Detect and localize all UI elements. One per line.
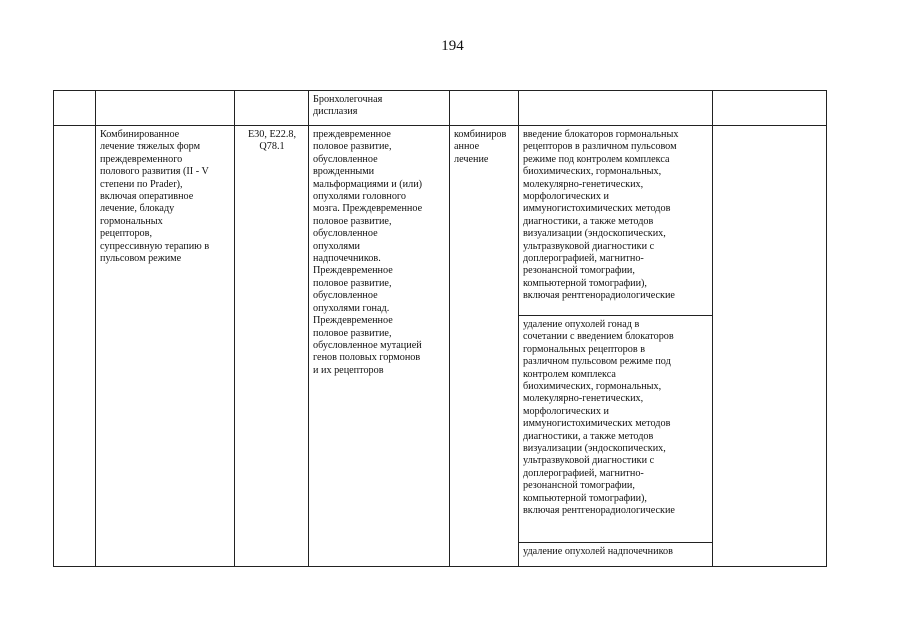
cell-method: [96, 91, 235, 126]
cell-index: [54, 126, 96, 567]
cell-treatment-type: комбиниров анное лечение: [450, 126, 519, 567]
page-number: 194: [441, 38, 464, 54]
cell-index: [54, 91, 96, 126]
cell-treatment-type: [450, 91, 519, 126]
cell-cost: [713, 91, 827, 126]
table-row-continuation: [54, 91, 827, 126]
cell-diagnosis: Бронхолегочная дисплазия: [309, 91, 450, 126]
cell-codes: [235, 91, 309, 126]
cell-treatment: [519, 91, 713, 126]
cell-treatment: введение блокаторов гормональных рецепторов в различном пульсовом режиме под контролем комплекса биохимических, гормональных, молекулярно-генетических, морфологических и иммуногистохимических методов диагностики, а также методов визуализации (эндоскопических, ультразвуковой диагностики с доплерографией, магнитно- резонансной томографии, компьютерной томографии), включая рентгенорадиологические: [519, 126, 713, 316]
cell-method: Комбинированное лечение тяжелых форм преждевременного полового развития (II - V степени по Prader), включая оперативное лечение, блокаду гормональных рецепторов, супрессивную терапию в пульсовом режиме: [96, 126, 235, 567]
cell-diagnosis: преждевременное половое развитие, обусловленное врожденными мальформациями и (или) опухолями головного мозга. Преждевременное половое развитие, обусловленное опухолями надпочечников. Преждевременное половое развитие, обусловленное опухолями гонад. Преждевременное половое развитие, обусловленное мутацией генов половых гормонов и их рецепторов: [309, 126, 450, 567]
table-row-main: [54, 126, 827, 316]
cell-cost: [713, 126, 827, 567]
cell-treatment: удаление опухолей надпочечников: [519, 543, 713, 567]
cell-codes: E30, E22.8, Q78.1: [235, 126, 309, 567]
medical-care-table: [53, 90, 827, 567]
cell-treatment: удаление опухолей гонад в сочетании с введением блокаторов гормональных рецепторов в различном пульсовом режиме под контролем комплекса биохимических, гормональных, молекулярно-генетических, морфологических и иммуногистохимических методов диагностики, а также методов визуализации (эндоскопических, ультразвуковой диагностики с доплерографией, магнитно- резонансной томографии, компьютерной томографии), включая рентгенорадиологические: [519, 316, 713, 543]
